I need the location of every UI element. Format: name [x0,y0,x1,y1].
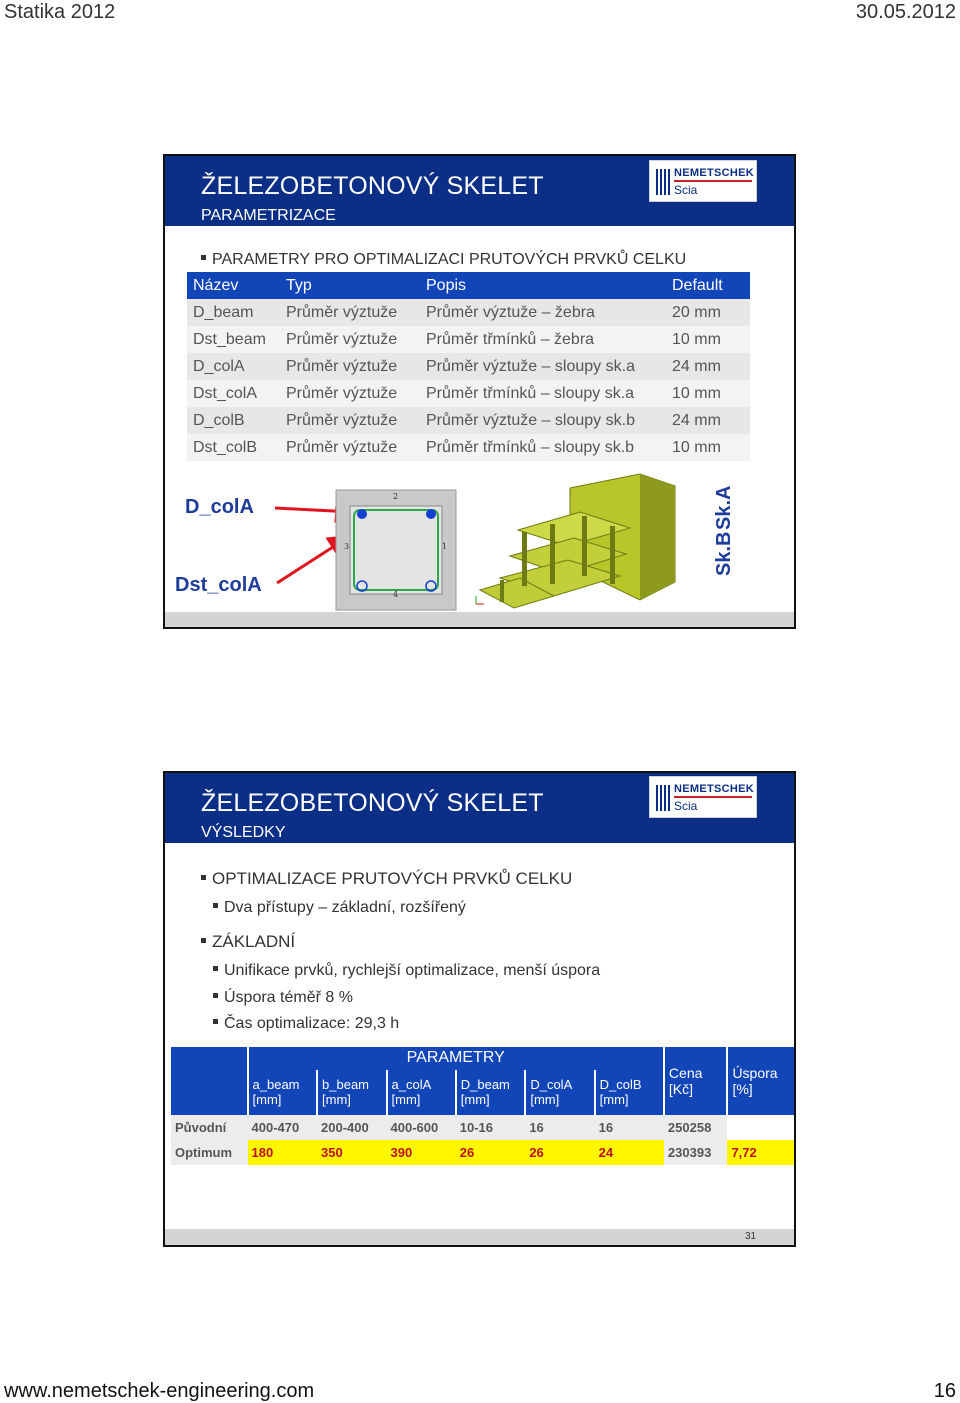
param-header: a_beam [mm] [248,1070,318,1115]
table-row: D_colA Průměr výztuže Průměr výztuže – sloupy sk.a 24 mm [187,353,750,380]
nemetschek-logo: NEMETSCHEK Scia [649,776,757,818]
slide-parametrizace [163,154,796,629]
slide-subtitle: PARAMETRIZACE [201,207,336,224]
row-label: Optimum [171,1140,248,1165]
bullet-level1: ZÁKLADNÍ [201,932,295,952]
column-header: Default [666,272,750,299]
section-number: 2 [393,492,399,501]
label-dst-cola: Dst_colA [175,574,262,596]
footer-url: www.nemetschek-engineering.com [4,1380,315,1402]
bullet-level2: Unifikace prvků, rychlejší optimalizace, menší úspora [213,962,600,980]
table-row: Dst_colA Průměr výztuže Průměr třmínků – sloupy sk.a 10 mm [187,380,750,407]
section-number: 4 [393,590,399,599]
header-date: 30.05.2012 [855,1,956,23]
bullet-level2: Úspora téměř 8 % [213,989,353,1007]
column-header: Typ [280,272,420,299]
logo-bars-icon [656,785,670,811]
label-d-cola: D_colA [185,496,254,518]
slide-footer-band [165,612,794,627]
header-title: Statika 2012 [4,1,116,23]
bullet-level2: Dva přístupy – základní, rozšířený [213,899,466,917]
table-row: Původní 400-470 200-400 400-600 10-16 16 16 250258 [171,1115,794,1140]
slide-vysledky [163,771,796,1247]
rebar-filled [426,509,436,519]
bullet-parameters: PARAMETRY PRO OPTIMALIZACI PRUTOVÝCH PRVKŮ CELKU [201,251,686,269]
table-header-row [171,1047,794,1070]
param-header: D_colA [mm] [525,1070,594,1115]
param-header: b_beam [mm] [317,1070,387,1115]
slide-title: ŽELEZOBETONOVÝ SKELET [201,172,544,200]
parametry-header: PARAMETRY [248,1047,664,1070]
cost-header: Cena [Kč] [664,1047,728,1115]
bullet-level1: OPTIMALIZACE PRUTOVÝCH PRVKŮ CELKU [201,869,572,889]
nemetschek-logo: NEMETSCHEK Scia [649,160,757,202]
footer-page-number: 16 [933,1380,956,1402]
table-row: Dst_beam Průměr výztuže Průměr třmínků – žebra 10 mm [187,326,750,353]
building-model-image [470,470,722,616]
table-row: D_colB Průměr výztuže Průměr výztuže – sloupy sk.b 24 mm [187,407,750,434]
table-row: Optimum 180 350 390 26 26 24 230393 7,72 [171,1140,794,1165]
slide-title: ŽELEZOBETONOVÝ SKELET [201,789,544,817]
bullet-level2: Čas optimalizace: 29,3 h [213,1015,399,1033]
slide-page-number: 31 [745,1231,757,1242]
rebar-filled [357,509,367,519]
column-header: Název [187,272,280,299]
row-label: Původní [171,1115,248,1140]
table-row: D_beam Průměr výztuže Průměr výztuže – žebra 20 mm [187,299,750,326]
label-skb: Sk.B [713,531,735,576]
table-row: Dst_colB Průměr výztuže Průměr třmínků – sloupy sk.b 10 mm [187,434,750,461]
param-header: D_beam [mm] [456,1070,526,1115]
param-header: D_colB [mm] [595,1070,664,1115]
results-table [171,1047,794,1165]
param-header: a_colA [mm] [387,1070,456,1115]
slide-footer-band [165,1229,794,1245]
section-number: 3 [344,542,350,551]
slide-subtitle: VÝSLEDKY [201,824,286,841]
column-header: Popis [420,272,666,299]
section-number: 1 [442,542,448,551]
label-ska: Sk.A [713,485,735,530]
saving-header: Úspora [%] [727,1047,794,1115]
